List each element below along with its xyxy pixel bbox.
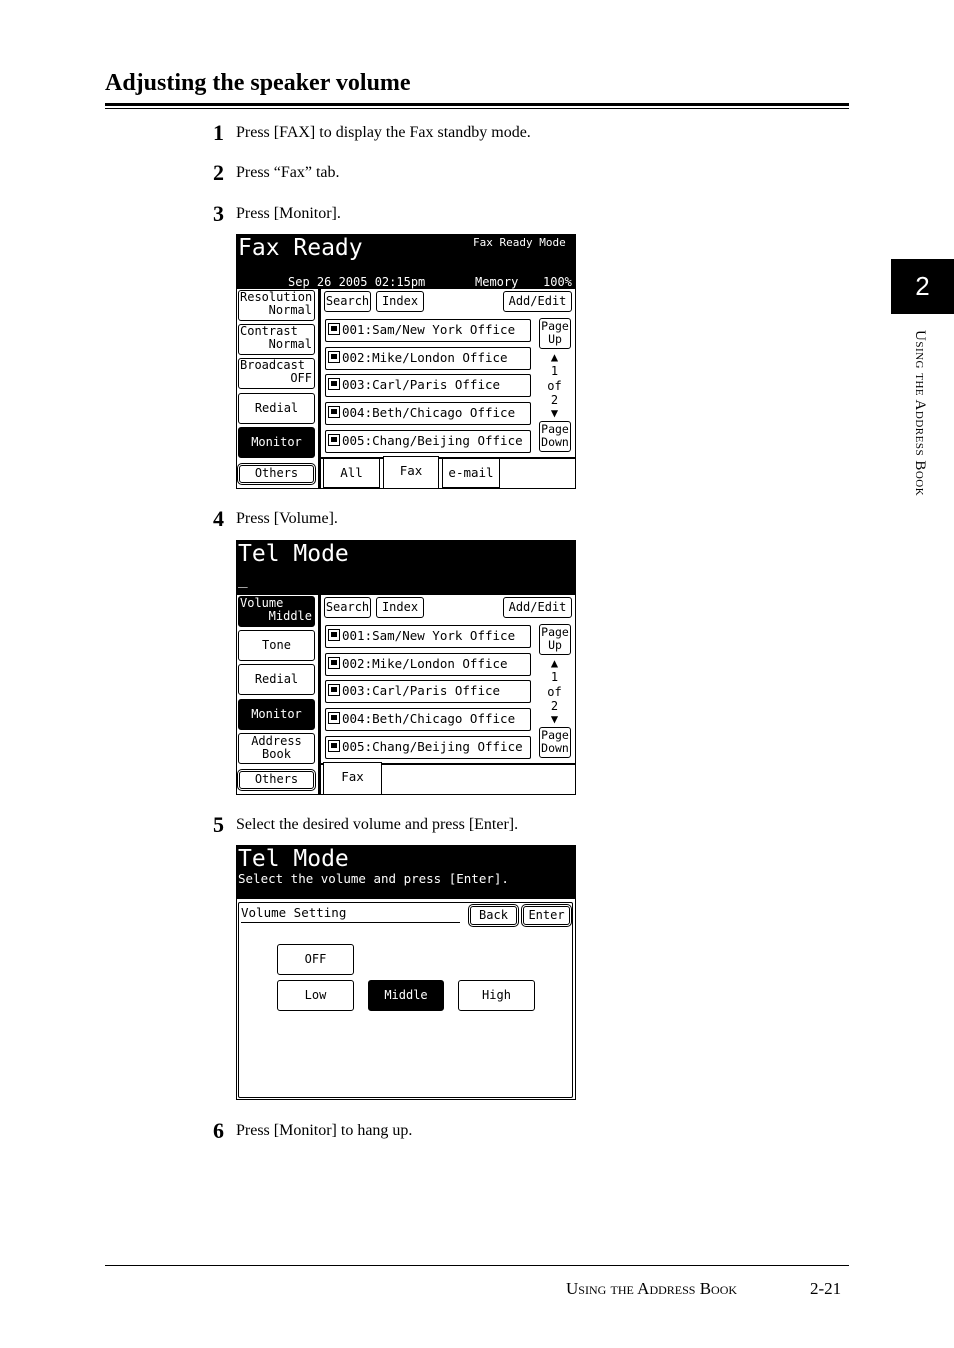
resolution-button[interactable] bbox=[238, 290, 315, 321]
entry-label: 003:Carl/Paris Office bbox=[342, 377, 501, 392]
volume-setting-screen bbox=[236, 845, 576, 1100]
entry-label: 001:Sam/New York Office bbox=[342, 628, 516, 643]
others-button[interactable]: Others bbox=[239, 771, 314, 789]
page-total: 2 bbox=[550, 699, 559, 713]
button-value: Normal bbox=[268, 336, 312, 351]
memory-value: 100% bbox=[543, 275, 572, 289]
fax-icon bbox=[328, 657, 340, 669]
entry-label: 005:Chang/Beijing Office bbox=[342, 739, 523, 754]
memory-label: Memory bbox=[475, 275, 519, 289]
step-text: Press [Monitor]. bbox=[236, 205, 341, 222]
step-text: Press [FAX] to display the Fax standby mode. bbox=[236, 124, 531, 141]
step-number: 1 bbox=[213, 120, 224, 145]
entry-label: 005:Chang/Beijing Office bbox=[342, 433, 523, 448]
screen-title: Tel Mode bbox=[238, 541, 349, 567]
footer-section: Using the Address Book bbox=[566, 1279, 738, 1298]
others-button[interactable]: Others bbox=[239, 465, 314, 483]
down-arrow-icon: ▼ bbox=[550, 406, 559, 420]
volume-button[interactable] bbox=[238, 596, 315, 627]
tab-all[interactable]: All bbox=[323, 458, 380, 488]
divider bbox=[318, 595, 321, 795]
back-button[interactable]: Back bbox=[470, 906, 517, 925]
entry-label: 004:Beth/Chicago Office bbox=[342, 711, 516, 726]
fax-icon bbox=[328, 712, 340, 724]
step-number: 4 bbox=[213, 506, 224, 531]
fax-ready-screen bbox=[236, 234, 576, 489]
step-text: Press [Volume]. bbox=[236, 510, 338, 527]
fax-icon bbox=[328, 684, 340, 696]
address-entry[interactable] bbox=[325, 402, 531, 425]
index-button[interactable]: Index bbox=[376, 291, 424, 312]
button-value: Normal bbox=[268, 302, 312, 317]
button-label: Page bbox=[541, 422, 569, 436]
footer-rule bbox=[105, 1265, 849, 1266]
button-value: Middle bbox=[268, 608, 312, 623]
button-label: Down bbox=[541, 741, 569, 755]
address-entry[interactable] bbox=[325, 625, 531, 648]
step-text: Press [Monitor] to hang up. bbox=[236, 1122, 413, 1139]
tab-fax[interactable]: Fax bbox=[323, 762, 382, 795]
address-book-button[interactable] bbox=[238, 733, 315, 764]
page-current: 1 bbox=[550, 670, 559, 684]
redial-button[interactable]: Redial bbox=[238, 664, 315, 695]
entry-label: 001:Sam/New York Office bbox=[342, 322, 516, 337]
button-label: Broadcast bbox=[240, 358, 306, 372]
monitor-button[interactable]: Monitor bbox=[238, 699, 315, 730]
chapter-section-label: Using the Address Book bbox=[912, 330, 928, 497]
address-entry[interactable] bbox=[325, 347, 531, 370]
address-entry[interactable] bbox=[325, 680, 531, 703]
mode-label: Fax Ready Mode bbox=[473, 236, 566, 249]
button-label: Up bbox=[548, 638, 562, 652]
button-label: Page bbox=[541, 625, 569, 639]
add-edit-button[interactable]: Add/Edit bbox=[503, 291, 572, 312]
step-number: 6 bbox=[213, 1118, 224, 1143]
tab-fax[interactable]: Fax bbox=[383, 456, 439, 489]
page-number: 2-21 bbox=[810, 1279, 842, 1298]
up-arrow-icon: ▲ bbox=[550, 350, 559, 364]
address-entry[interactable] bbox=[325, 430, 531, 453]
button-label: Page bbox=[541, 728, 569, 742]
button-label: Page bbox=[541, 319, 569, 333]
screen-subtitle: Select the volume and press [Enter]. bbox=[238, 871, 509, 886]
enter-button[interactable]: Enter bbox=[523, 906, 570, 925]
datetime: Sep 26 2005 02:15pm bbox=[288, 275, 426, 289]
screen-title: Fax Ready bbox=[238, 235, 363, 261]
page-up-button[interactable] bbox=[539, 318, 571, 349]
volume-low-button[interactable]: Low bbox=[277, 980, 354, 1011]
button-label: Address bbox=[251, 734, 302, 748]
step-number: 2 bbox=[213, 160, 224, 185]
page-total: 2 bbox=[550, 393, 559, 407]
cursor: _ bbox=[238, 569, 248, 588]
screen-header bbox=[237, 541, 575, 595]
tab-email[interactable]: e-mail bbox=[442, 458, 500, 488]
entry-label: 004:Beth/Chicago Office bbox=[342, 405, 516, 420]
fax-icon bbox=[328, 434, 340, 446]
volume-middle-button[interactable]: Middle bbox=[368, 980, 444, 1011]
entry-label: 003:Carl/Paris Office bbox=[342, 683, 501, 698]
chapter-tab: 2 bbox=[891, 259, 954, 314]
page-up-button[interactable] bbox=[539, 624, 571, 655]
address-entry[interactable] bbox=[325, 708, 531, 731]
monitor-button[interactable]: Monitor bbox=[238, 427, 315, 458]
index-button[interactable]: Index bbox=[376, 597, 424, 618]
step-number: 3 bbox=[213, 201, 224, 226]
page-down-button[interactable] bbox=[539, 421, 571, 452]
button-label: Book bbox=[262, 746, 291, 761]
tone-button[interactable]: Tone bbox=[238, 630, 315, 661]
search-button[interactable]: Search bbox=[324, 291, 371, 312]
button-label: Up bbox=[548, 332, 562, 346]
broadcast-button[interactable] bbox=[238, 358, 315, 389]
entry-label: 002:Mike/London Office bbox=[342, 350, 508, 365]
step-text: Select the desired volume and press [Enter]. bbox=[236, 816, 519, 833]
address-entry[interactable] bbox=[325, 319, 531, 342]
button-label: Down bbox=[541, 435, 569, 449]
fax-icon bbox=[328, 351, 340, 363]
redial-button[interactable]: Redial bbox=[238, 393, 315, 424]
title-rule bbox=[105, 103, 849, 106]
button-label: Resolution bbox=[240, 290, 313, 304]
page-down-button[interactable] bbox=[539, 727, 571, 758]
screen-title: Tel Mode bbox=[238, 846, 349, 872]
fax-icon bbox=[328, 406, 340, 418]
contrast-button[interactable] bbox=[238, 324, 315, 355]
volume-high-button[interactable]: High bbox=[458, 980, 535, 1011]
screen-header bbox=[237, 235, 575, 289]
up-arrow-icon: ▲ bbox=[550, 656, 559, 670]
button-value: OFF bbox=[290, 370, 312, 385]
address-entry[interactable] bbox=[325, 374, 531, 397]
address-entry[interactable] bbox=[325, 736, 531, 759]
divider bbox=[318, 289, 321, 489]
entry-label: 002:Mike/London Office bbox=[342, 656, 508, 671]
screen-header bbox=[237, 846, 575, 899]
add-edit-button[interactable]: Add/Edit bbox=[503, 597, 572, 618]
fax-icon bbox=[328, 378, 340, 390]
fax-icon bbox=[328, 740, 340, 752]
page-current: 1 bbox=[550, 364, 559, 378]
page-of: of bbox=[547, 379, 562, 393]
page-title: Adjusting the speaker volume bbox=[105, 70, 411, 96]
fax-icon bbox=[328, 629, 340, 641]
tel-mode-screen bbox=[236, 540, 576, 795]
address-entry[interactable] bbox=[325, 653, 531, 676]
search-button[interactable]: Search bbox=[324, 597, 371, 618]
page-of: of bbox=[547, 685, 562, 699]
step-number: 5 bbox=[213, 812, 224, 837]
button-label: Contrast bbox=[240, 324, 298, 338]
title-rule-thin bbox=[105, 108, 849, 109]
fax-icon bbox=[328, 323, 340, 335]
button-label: Volume bbox=[240, 596, 284, 610]
volume-off-button[interactable]: OFF bbox=[277, 944, 354, 975]
field-label: Volume Setting bbox=[241, 905, 460, 923]
step-text: Press “Fax” tab. bbox=[236, 164, 340, 181]
down-arrow-icon: ▼ bbox=[550, 712, 559, 726]
